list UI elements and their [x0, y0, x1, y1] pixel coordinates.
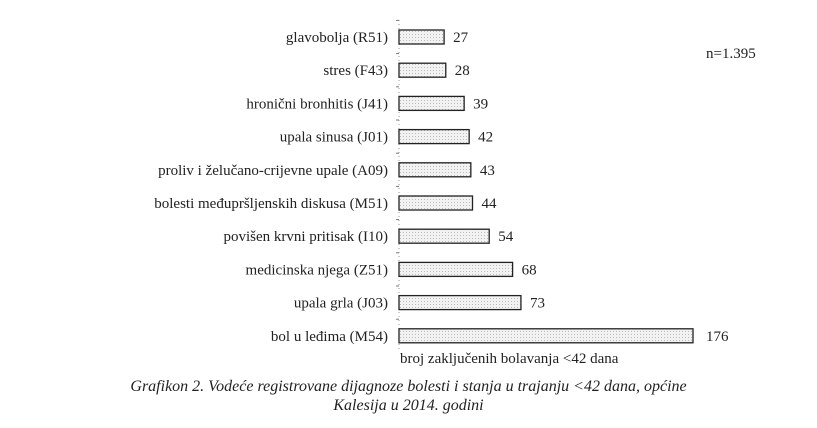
category-label: upala sinusa (J01) — [279, 129, 388, 146]
category-label: glavobolja (R51) — [285, 30, 388, 46]
category-label: medicinska njega (Z51) — [245, 262, 388, 279]
value-label: 39 — [473, 96, 489, 113]
category-label: povišen krvni pritisak (I10) — [223, 229, 388, 246]
value-label: 54 — [498, 229, 514, 246]
value-label: 28 — [454, 63, 470, 80]
value-label: 43 — [479, 162, 495, 179]
value-label: 42 — [478, 129, 494, 146]
bar — [399, 163, 471, 177]
n-annotation: n=1.395 — [706, 46, 756, 62]
figure-caption-line-2: Kalesija u 2014. godini — [333, 397, 484, 414]
category-label: upala grla (J03) — [293, 295, 388, 312]
category-label: hronični bronhitis (J41) — [246, 96, 388, 113]
category-label: stres (F43) — [323, 63, 388, 80]
value-label: 73 — [529, 295, 545, 312]
bar — [399, 96, 464, 110]
category-label: proliv i želučano-crijevne upale (A09) — [158, 162, 388, 179]
value-label: 68 — [521, 262, 537, 279]
category-label: bol u leđima (M54) — [270, 328, 388, 345]
value-label: 44 — [481, 196, 497, 212]
x-axis-label: broj zaključenih bolavanja <42 dana — [400, 351, 619, 367]
category-label: bolesti međupršljenskih diskusa (M51) — [154, 196, 388, 212]
bar — [399, 329, 693, 343]
value-label: 27 — [453, 30, 469, 46]
bar — [399, 63, 446, 77]
value-label: 176 — [706, 328, 729, 345]
bar — [399, 229, 489, 243]
figure-caption-line-1: Grafikon 2. Vodeće registrovane dijagnoze bolesti i stanja u trajanju <42 dana, općine — [130, 378, 687, 395]
bar — [399, 296, 521, 310]
bar — [399, 30, 444, 44]
bar — [399, 130, 469, 144]
bar — [399, 262, 513, 276]
bar — [399, 196, 473, 210]
